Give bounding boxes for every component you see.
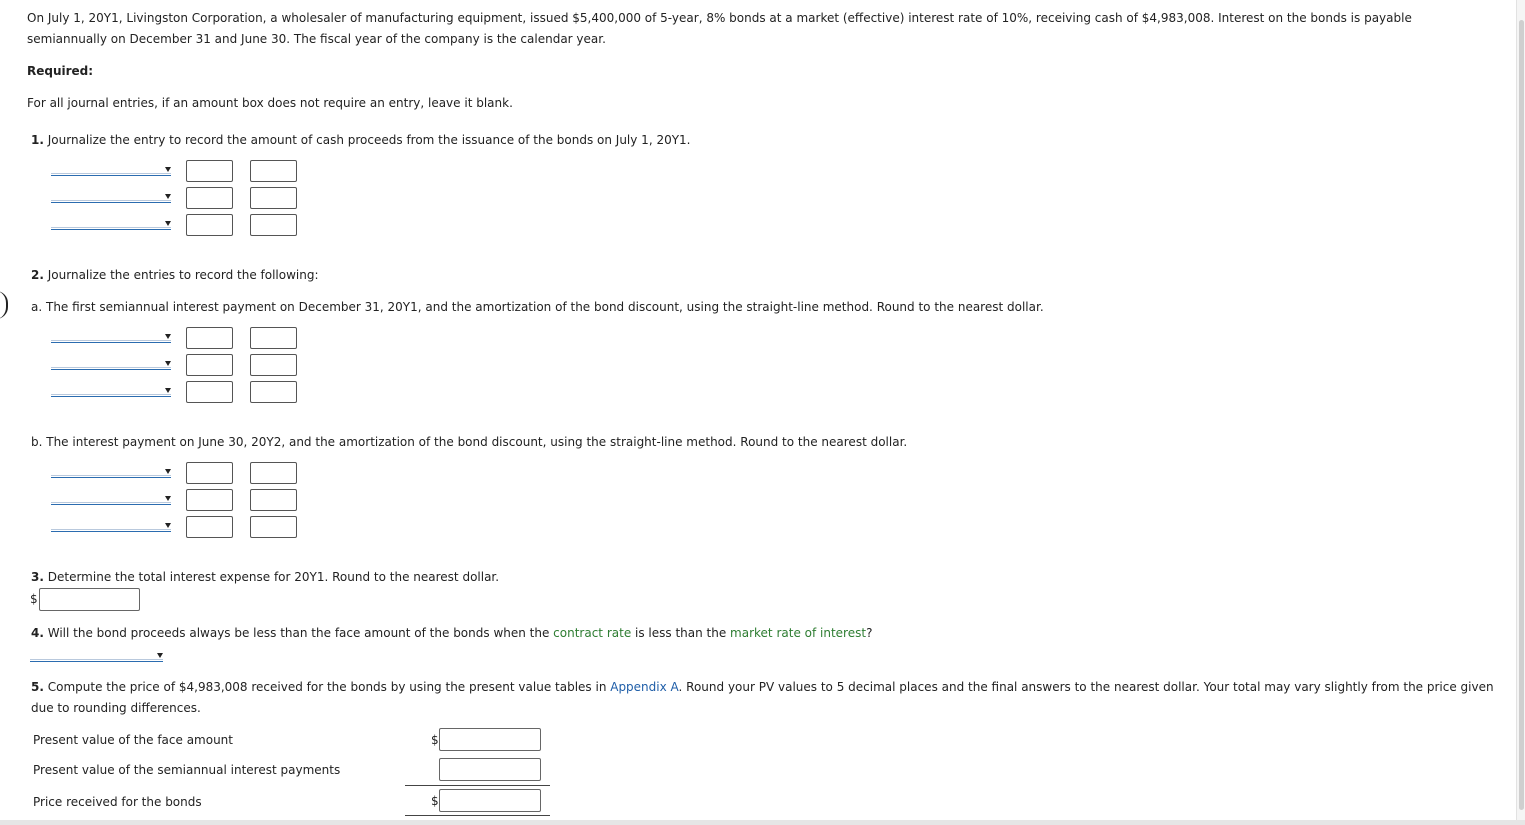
dropdown-underline <box>51 475 171 476</box>
debit-input[interactable] <box>186 381 233 403</box>
instructions-text: For all journal entries, if an amount box does not require an entry, leave it blank. <box>27 96 513 110</box>
account-dropdown[interactable] <box>51 218 171 230</box>
credit-input[interactable] <box>250 489 297 511</box>
question-4-text-mid: is less than the <box>631 626 731 640</box>
vertical-scrollbar[interactable] <box>1516 0 1525 825</box>
market-rate-link[interactable]: market rate of interest <box>730 626 867 640</box>
debit-input[interactable] <box>186 214 233 236</box>
account-dropdown[interactable] <box>51 191 171 203</box>
page-edge-bracket <box>0 291 8 319</box>
debit-input[interactable] <box>186 160 233 182</box>
question-1-text: Journalize the entry to record the amount of cash proceeds from the issuance of the bonds on July 1, 20Y1. <box>47 133 691 147</box>
credit-input[interactable] <box>250 354 297 376</box>
dropdown-underline <box>51 227 171 228</box>
currency-symbol: $ <box>431 794 439 808</box>
debit-input[interactable] <box>186 462 233 484</box>
pv-face-label: Present value of the face amount <box>33 733 233 747</box>
pv-interest-label: Present value of the semiannual interest payments <box>33 763 341 777</box>
debit-input[interactable] <box>186 516 233 538</box>
answer-dropdown[interactable] <box>30 650 163 662</box>
chevron-down-icon <box>165 361 171 366</box>
dropdown-underline <box>51 394 171 395</box>
dropdown-underline <box>51 340 171 341</box>
problem-intro: On July 1, 20Y1, Livingston Corporation, a wholesaler of manufacturing equipment, issued $5,400,000 of 5-year, 8% bonds at a market (effective) interest rate of 10%, receiving cash of $4,983,008. Interest on the bonds is payable semiannually on December 31 and June 30. The fiscal year of the company is the calendar year. <box>27 11 1412 46</box>
debit-input[interactable] <box>186 327 233 349</box>
question-4-text-post: ? <box>866 626 873 640</box>
chevron-down-icon <box>165 496 171 501</box>
price-received-input[interactable] <box>439 789 541 812</box>
question-2-number: 2. <box>31 268 44 282</box>
account-dropdown[interactable] <box>51 466 171 478</box>
chevron-down-icon <box>165 167 171 172</box>
credit-input[interactable] <box>250 516 297 538</box>
account-dropdown[interactable] <box>51 164 171 176</box>
dropdown-underline <box>51 367 171 368</box>
question-3 <box>31 570 499 584</box>
question-5-text-line2: due to rounding differences. <box>31 701 201 715</box>
credit-input[interactable] <box>250 462 297 484</box>
scrollbar-thumb[interactable] <box>1519 20 1524 810</box>
credit-input[interactable] <box>250 187 297 209</box>
bottom-edge <box>0 820 1525 825</box>
account-dropdown[interactable] <box>51 493 171 505</box>
question-2-text: Journalize the entries to record the following: <box>47 268 319 282</box>
question-1-number: 1. <box>31 133 44 147</box>
debit-input[interactable] <box>186 187 233 209</box>
appendix-a-link[interactable]: Appendix A <box>610 680 679 694</box>
required-label: Required: <box>27 64 94 78</box>
total-rule <box>405 815 550 816</box>
chevron-down-icon <box>165 221 171 226</box>
dropdown-underline <box>51 529 171 530</box>
credit-input[interactable] <box>250 214 297 236</box>
debit-input[interactable] <box>186 354 233 376</box>
account-dropdown[interactable] <box>51 331 171 343</box>
dropdown-underline <box>51 200 171 201</box>
contract-rate-link[interactable]: contract rate <box>553 626 632 640</box>
chevron-down-icon <box>165 469 171 474</box>
question-5-text-post: . Round your PV values to 5 decimal places and the final answers to the nearest dollar. Your total may vary slightly from the price given <box>678 680 1494 694</box>
chevron-down-icon <box>157 653 163 658</box>
chevron-down-icon <box>165 334 171 339</box>
price-received-label: Price received for the bonds <box>33 795 202 809</box>
account-dropdown[interactable] <box>51 358 171 370</box>
dropdown-underline <box>30 659 163 660</box>
question-4-text-pre: Will the bond proceeds always be less than the face amount of the bonds when the <box>47 626 554 640</box>
question-2a-text: a. The first semiannual interest payment on December 31, 20Y1, and the amortization of the bond discount, using the straight-line method. Round to the nearest dollar. <box>31 300 1044 314</box>
chevron-down-icon <box>165 194 171 199</box>
currency-symbol: $ <box>30 592 38 606</box>
account-dropdown[interactable] <box>51 385 171 397</box>
question-1 <box>31 133 691 147</box>
question-5 <box>31 680 1494 694</box>
interest-expense-input[interactable] <box>39 588 140 611</box>
question-3-number: 3. <box>31 570 44 584</box>
credit-input[interactable] <box>250 327 297 349</box>
debit-input[interactable] <box>186 489 233 511</box>
pv-face-input[interactable] <box>439 728 541 751</box>
question-4-number: 4. <box>31 626 44 640</box>
question-5-text-pre: Compute the price of $4,983,008 received for the bonds by using the present value tables in <box>47 680 611 694</box>
question-2b-text: b. The interest payment on June 30, 20Y2, and the amortization of the bond discount, using the straight-line method. Round to the nearest dollar. <box>31 435 908 449</box>
dropdown-underline <box>51 173 171 174</box>
dropdown-underline <box>51 502 171 503</box>
account-dropdown[interactable] <box>51 520 171 532</box>
chevron-down-icon <box>165 388 171 393</box>
question-4 <box>31 626 872 640</box>
question-3-text: Determine the total interest expense for 20Y1. Round to the nearest dollar. <box>47 570 500 584</box>
question-2 <box>31 268 319 282</box>
credit-input[interactable] <box>250 160 297 182</box>
pv-interest-input[interactable] <box>439 758 541 781</box>
currency-symbol: $ <box>431 733 439 747</box>
chevron-down-icon <box>165 523 171 528</box>
question-5-number: 5. <box>31 680 44 694</box>
subtotal-rule <box>405 785 550 786</box>
credit-input[interactable] <box>250 381 297 403</box>
